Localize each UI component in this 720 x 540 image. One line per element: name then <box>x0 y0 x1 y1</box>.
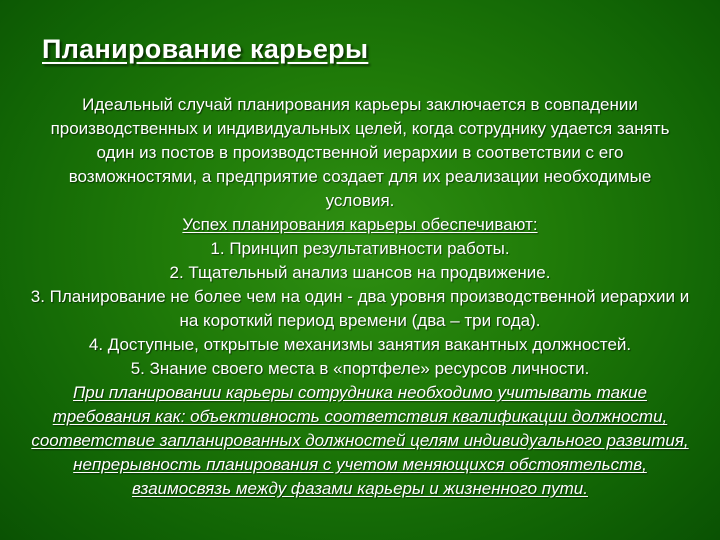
success-factors-list <box>30 237 690 381</box>
list-item: 2. Тщательный анализ шансов на продвижение. <box>169 263 551 282</box>
requirements-note: При планировании карьеры сотрудника необходимо учитывать такие требования как: объективность соответствия квалификации должности, соответствие запланированных должностей целям индивидуального развития, непрерывность планирования с учетом меняющихся обстоятельств, взаимосвязь между фазами карьеры и жизненного пути. <box>31 383 689 498</box>
list-item: 5. Знание своего места в «портфеле» ресурсов личности. <box>130 359 590 378</box>
slide-title: Планирование карьеры <box>42 34 369 64</box>
list-item: 4. Доступные, открытые механизмы занятия вакантных должностей. <box>88 335 632 354</box>
intro-paragraph: Идеальный случай планирования карьеры заключается в совпадении производственных и индивидуальных целей, когда сотруднику удается занять один из постов в производственной иерархии в соответствии с его возможностями, а предприятие создает для их реализации необходимые условия. <box>50 95 670 210</box>
success-heading: Успех планирования карьеры обеспечивают: <box>182 215 538 234</box>
slide-body <box>30 93 690 501</box>
list-item: 1. Принцип результативности работы. <box>210 239 510 258</box>
list-item: 3. Планирование не более чем на один - два уровня производственной иерархии и на короткий период времени (два – три года). <box>30 287 690 330</box>
